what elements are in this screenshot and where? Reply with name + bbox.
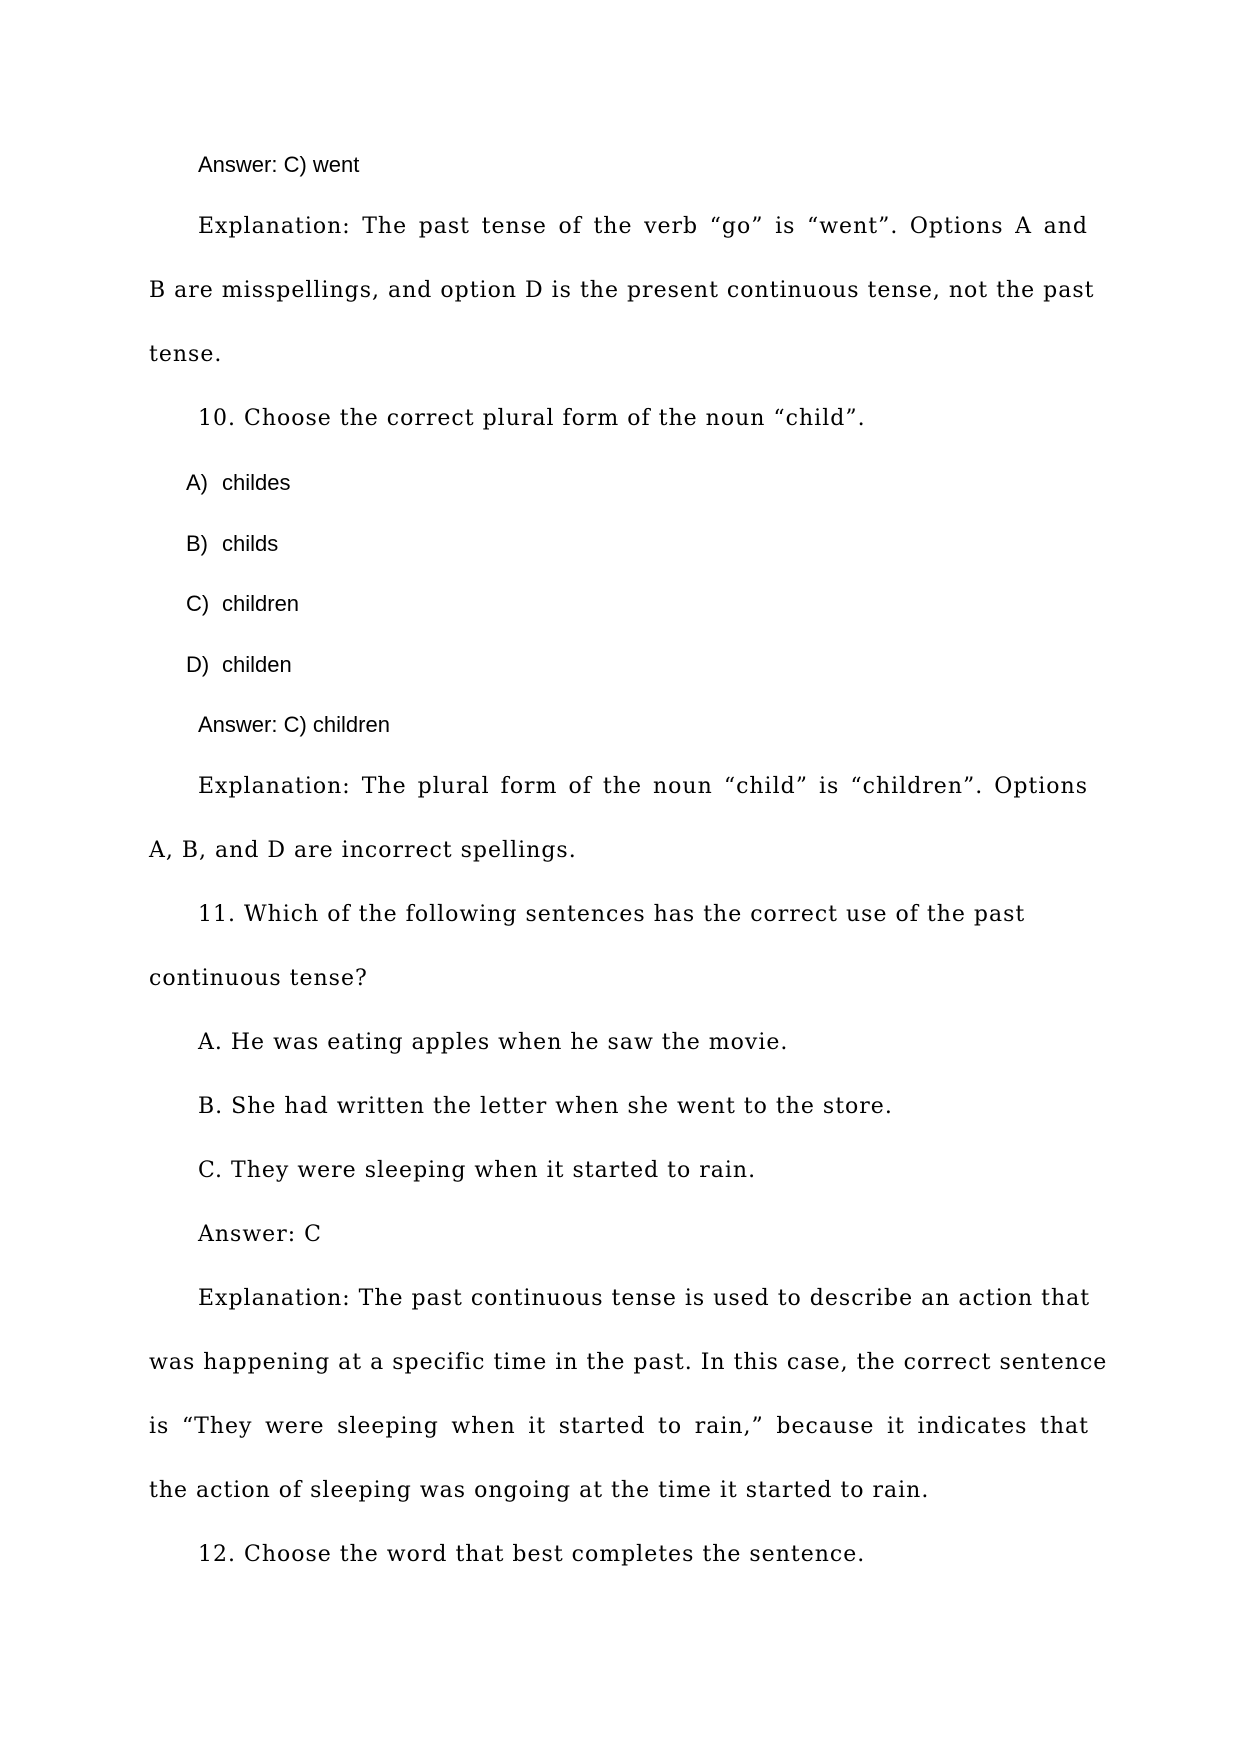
q11-question-line-2: continuous tense?: [149, 966, 368, 991]
q10-option-d: [186, 652, 292, 678]
option-text: childs: [222, 531, 279, 556]
q9-explanation-line-1: Explanation: The past tense of the verb “go” is “went”. Options A and: [198, 214, 1088, 239]
option-letter: D): [186, 652, 210, 677]
q9-answer: Answer: C) went: [198, 152, 360, 177]
q11-explanation-line-1: Explanation: The past continuous tense is used to describe an action that: [198, 1286, 1091, 1311]
q10-option-a: [186, 470, 290, 496]
q11-explanation-line-2: was happening at a specific time in the past. In this case, the correct sentence: [149, 1350, 1108, 1375]
q11-explanation-line-3: is “They were sleeping when it started to rain,” because it indicates that: [149, 1414, 1089, 1439]
q11-explanation-line-4: the action of sleeping was ongoing at the time it started to rain.: [149, 1478, 930, 1503]
q11-option-b: B. She had written the letter when she went to the store.: [198, 1094, 893, 1119]
q9-explanation-line-3: tense.: [149, 342, 223, 367]
q10-option-b: [186, 531, 278, 557]
option-letter: B): [186, 531, 208, 556]
q12-question: 12. Choose the word that best completes the sentence.: [198, 1542, 866, 1567]
option-text: childen: [222, 652, 292, 677]
q9-explanation-line-2: B are misspellings, and option D is the present continuous tense, not the past: [149, 278, 1095, 303]
q11-option-c: C. They were sleeping when it started to rain.: [198, 1158, 757, 1183]
q10-option-c: [186, 591, 299, 617]
q11-option-a: A. He was eating apples when he saw the movie.: [198, 1030, 789, 1055]
option-text: children: [222, 591, 300, 616]
q10-answer: Answer: C) children: [198, 712, 390, 737]
q11-question-line-1: 11. Which of the following sentences has the correct use of the past: [198, 902, 1026, 927]
option-letter: A): [186, 470, 208, 495]
q10-explanation-line-2: A, B, and D are incorrect spellings.: [149, 838, 577, 863]
option-text: childes: [222, 470, 291, 495]
q10-question: 10. Choose the correct plural form of the noun “child”.: [198, 406, 866, 431]
q10-explanation-line-1: Explanation: The plural form of the noun “child” is “children”. Options: [198, 774, 1088, 799]
q11-answer: Answer: C: [198, 1222, 322, 1247]
option-letter: C): [186, 591, 210, 616]
